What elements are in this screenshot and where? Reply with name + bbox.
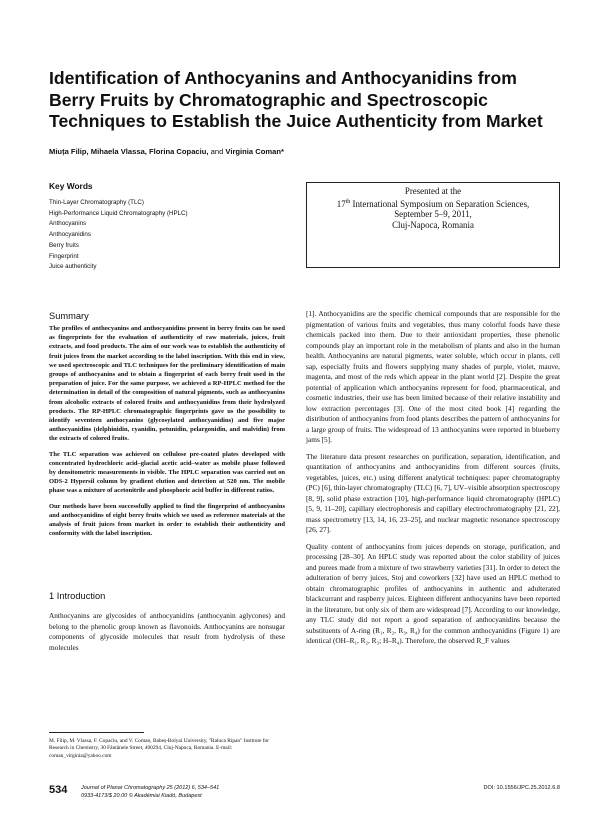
presented-at-box xyxy=(306,182,560,268)
journal-citation xyxy=(81,785,381,800)
journal-copyright: 0933-4173/$ 20.00 © Akadémiai Kiadó, Budapest xyxy=(81,792,202,799)
summary-paragraph: The profiles of anthocyanins and anthocyanidins present in berry fruits can be used as fingerprints for the evaluation of authenticity of raw materials, juices, fruit extracts, and food products. The aim of our work was to establish the authenticity of fruit juices from the market according to the label inscription. With this end in view, we used spectroscopic and TLC techniques for the preliminary identification of main groups of anthocyanins and to obtain a fingerprint of each berry fruit used in the preparation of juice. For the same purpose, we achieved a RP-HPLC method for the determination in detail of the composition of natural pigments, such as anthocyanins from alcoholic extracts of colored fruits and anthocyanidins from their hydrolyzed products. The RP-HPLC chromatographic fingerprints gave us the possibility to identify seventeen anthocyanins (glycosylated anthocyanidins) and five major anthocyanidins (delphinidin, cyanidin, petunidin, pelargonidin, and malvidin) from the extracts of colored fruits. xyxy=(49,325,285,443)
author-list xyxy=(49,147,549,156)
keywords-heading: Key Words xyxy=(49,181,93,191)
body-paragraph: The literature data present researches on purification, separation, identification, and quantitation of anthocyanins and anthocyanidins from different sources (fruits, vegetables, juices, etc.) using different analytical techniques: paper chromatography (PC) [6], thin-layer chromatography (TLC) [6, 7], UV–visible absorption spectroscopy [8, 9], solid phase extraction [10], high-performance liquid chromatography (HPLC) [5, 9, 11–20], capillary electrophoresis and capillary electrochromatography [21, 22], mass spectrometry [13, 14, 16, 23–25], and nuclear magnetic resonance spectroscopy [26, 27]. xyxy=(306,451,560,534)
summary-heading: Summary xyxy=(49,311,89,321)
doi-label: DOI: 10.1556/JPC.25.2012.6.8 xyxy=(483,785,560,791)
keyword-item: Fingerprint xyxy=(49,252,79,260)
corresponding-author: Virginia Coman* xyxy=(225,147,284,156)
author-names: Miuța Filip, Mihaela Vlassa, Florina Copaciu, xyxy=(49,147,209,156)
body-paragraph: Anthocyanins are glycosides of anthocyanidins (anthocyanin aglycones) and belong to the phenolic group known as flavonoids. Anthocyanins are nonsugar components of glycoside molecules that result from hydrolysis of these molecules xyxy=(49,611,285,652)
right-column xyxy=(306,309,560,653)
keyword-item: Anthocyanidins xyxy=(49,231,91,239)
introduction-body xyxy=(49,611,285,659)
presented-location: Cluj-Napoca, Romania xyxy=(392,219,474,230)
article-title: Identification of Anthocyanins and Anthocyanidins from Berry Fruits by Chromatographic and Spectroscopic Techniques to Establish the Juice Authenticity from Market xyxy=(49,68,543,131)
footnote-divider xyxy=(49,732,144,733)
keyword-item: Thin-Layer Chromatography (TLC) xyxy=(49,199,144,206)
symposium-ordinal: 17 xyxy=(336,198,346,209)
presented-line2 xyxy=(307,197,559,210)
symposium-name: International Symposium on Separation Sciences, xyxy=(350,198,530,209)
keyword-item: Juice authenticity xyxy=(49,263,97,271)
presented-line1: Presented at the xyxy=(404,186,462,196)
presented-dates: September 5–9, 2011, xyxy=(394,209,472,220)
author-conjunction: and xyxy=(208,147,226,156)
keywords-list xyxy=(49,198,279,273)
author-affiliation-footnote: M. Filip, M. Vlassa, F. Copaciu, and V. Coman, Babeș-Bolyai University, "Raluca Ripan" Institute for Research in Chemistry, 30 Fântânele Street, 400294, Cluj-Napoca, Romania. E-mail: coman_virginia@yahoo.com xyxy=(49,738,269,759)
keyword-item: Berry fruits xyxy=(49,241,79,249)
summary-body xyxy=(49,324,285,544)
keyword-item: High-Performance Liquid Chromatography (HPLC) xyxy=(49,209,188,217)
body-paragraph: [1]. Anthocyanidins are the specific chemical compounds that are responsible for the pigmentation of various fruits and vegetables, thus many colorful foods have these chemicals packed into them. Due to their antioxidant properties, these phenolic compounds play an important role in the metabolism of plants and also in the human health. Anthocyanins are natural pigments, water soluble, which occur in plants, cell sap, especially fruits and flowers supplying many shades of purple, violet, mauve, magenta, and most of the reds which appear in the plant world [2]. Despite the great potential of application which anthocyanins represent for food, pharmaceutical, and cosmetic industries, their use has been limited because of their relative instability and low extraction percentages [3]. One of the most cited book [4] regarding the distribution of anthocyanins from food plants describes the pattern of anthocyanins for a large group of fruits. The widespread of 13 anthocyanins were reported in blueberry jams [5]. xyxy=(306,309,560,444)
page-number: 534 xyxy=(49,784,68,796)
summary-paragraph: The TLC separation was achieved on cellulose pre-coated plates developed with concentrated hydrochloric acid–glacial acetic acid–water as mobile phase followed by densitometric measurements in visible. The HPLC separation was carried out on ODS-2 Hypersil column by gradient elution and detection at 520 nm. The mobile phase was a mixture of acetonitrile and phosphoric acid buffer in different ratios. xyxy=(49,450,285,495)
introduction-heading: 1 Introduction xyxy=(49,591,106,601)
summary-paragraph: Our methods have been successfully applied to find the fingerprint of anthocyanins and anthocyanidins of eight berry fruits which we used as reference materials at the analysis of fruit juices from market in order to establish their authenticity and conformity with the label inscription. xyxy=(49,502,285,538)
keyword-item: Anthocyanins xyxy=(49,220,87,228)
body-paragraph: Quality content of anthocyanins from juices depends on storage, purification, and processing [28–30]. An HPLC study was reported about the color stability of juices and purees made from a mixture of two strawberry varieties [31]. In order to detect the adulteration of berry juices, Stoj and coworkers [32] have used an HPLC method to obtain chromatographic profiles of anthocyanins in authentic and adulterated blackcurrant and raspberry juices. Eighteen different anthocyanins have been reported in the literature, but only six of them are widespread [7]. According to our knowledge, any TLC study did not report a good separation of anthocyanidins because the substituents of A-ring (R₁, R₂, R₃, R₄) for the common anthocyanidins (Figure 1) are identical (OH–R₁, R₂, R₃; H–R₄). Therefore, the observed R_F values xyxy=(306,541,560,645)
ordinal-suffix: th xyxy=(345,198,351,205)
journal-reference: Journal of Planar Chromatography 25 (2012) 6, 534–541 xyxy=(81,785,220,791)
